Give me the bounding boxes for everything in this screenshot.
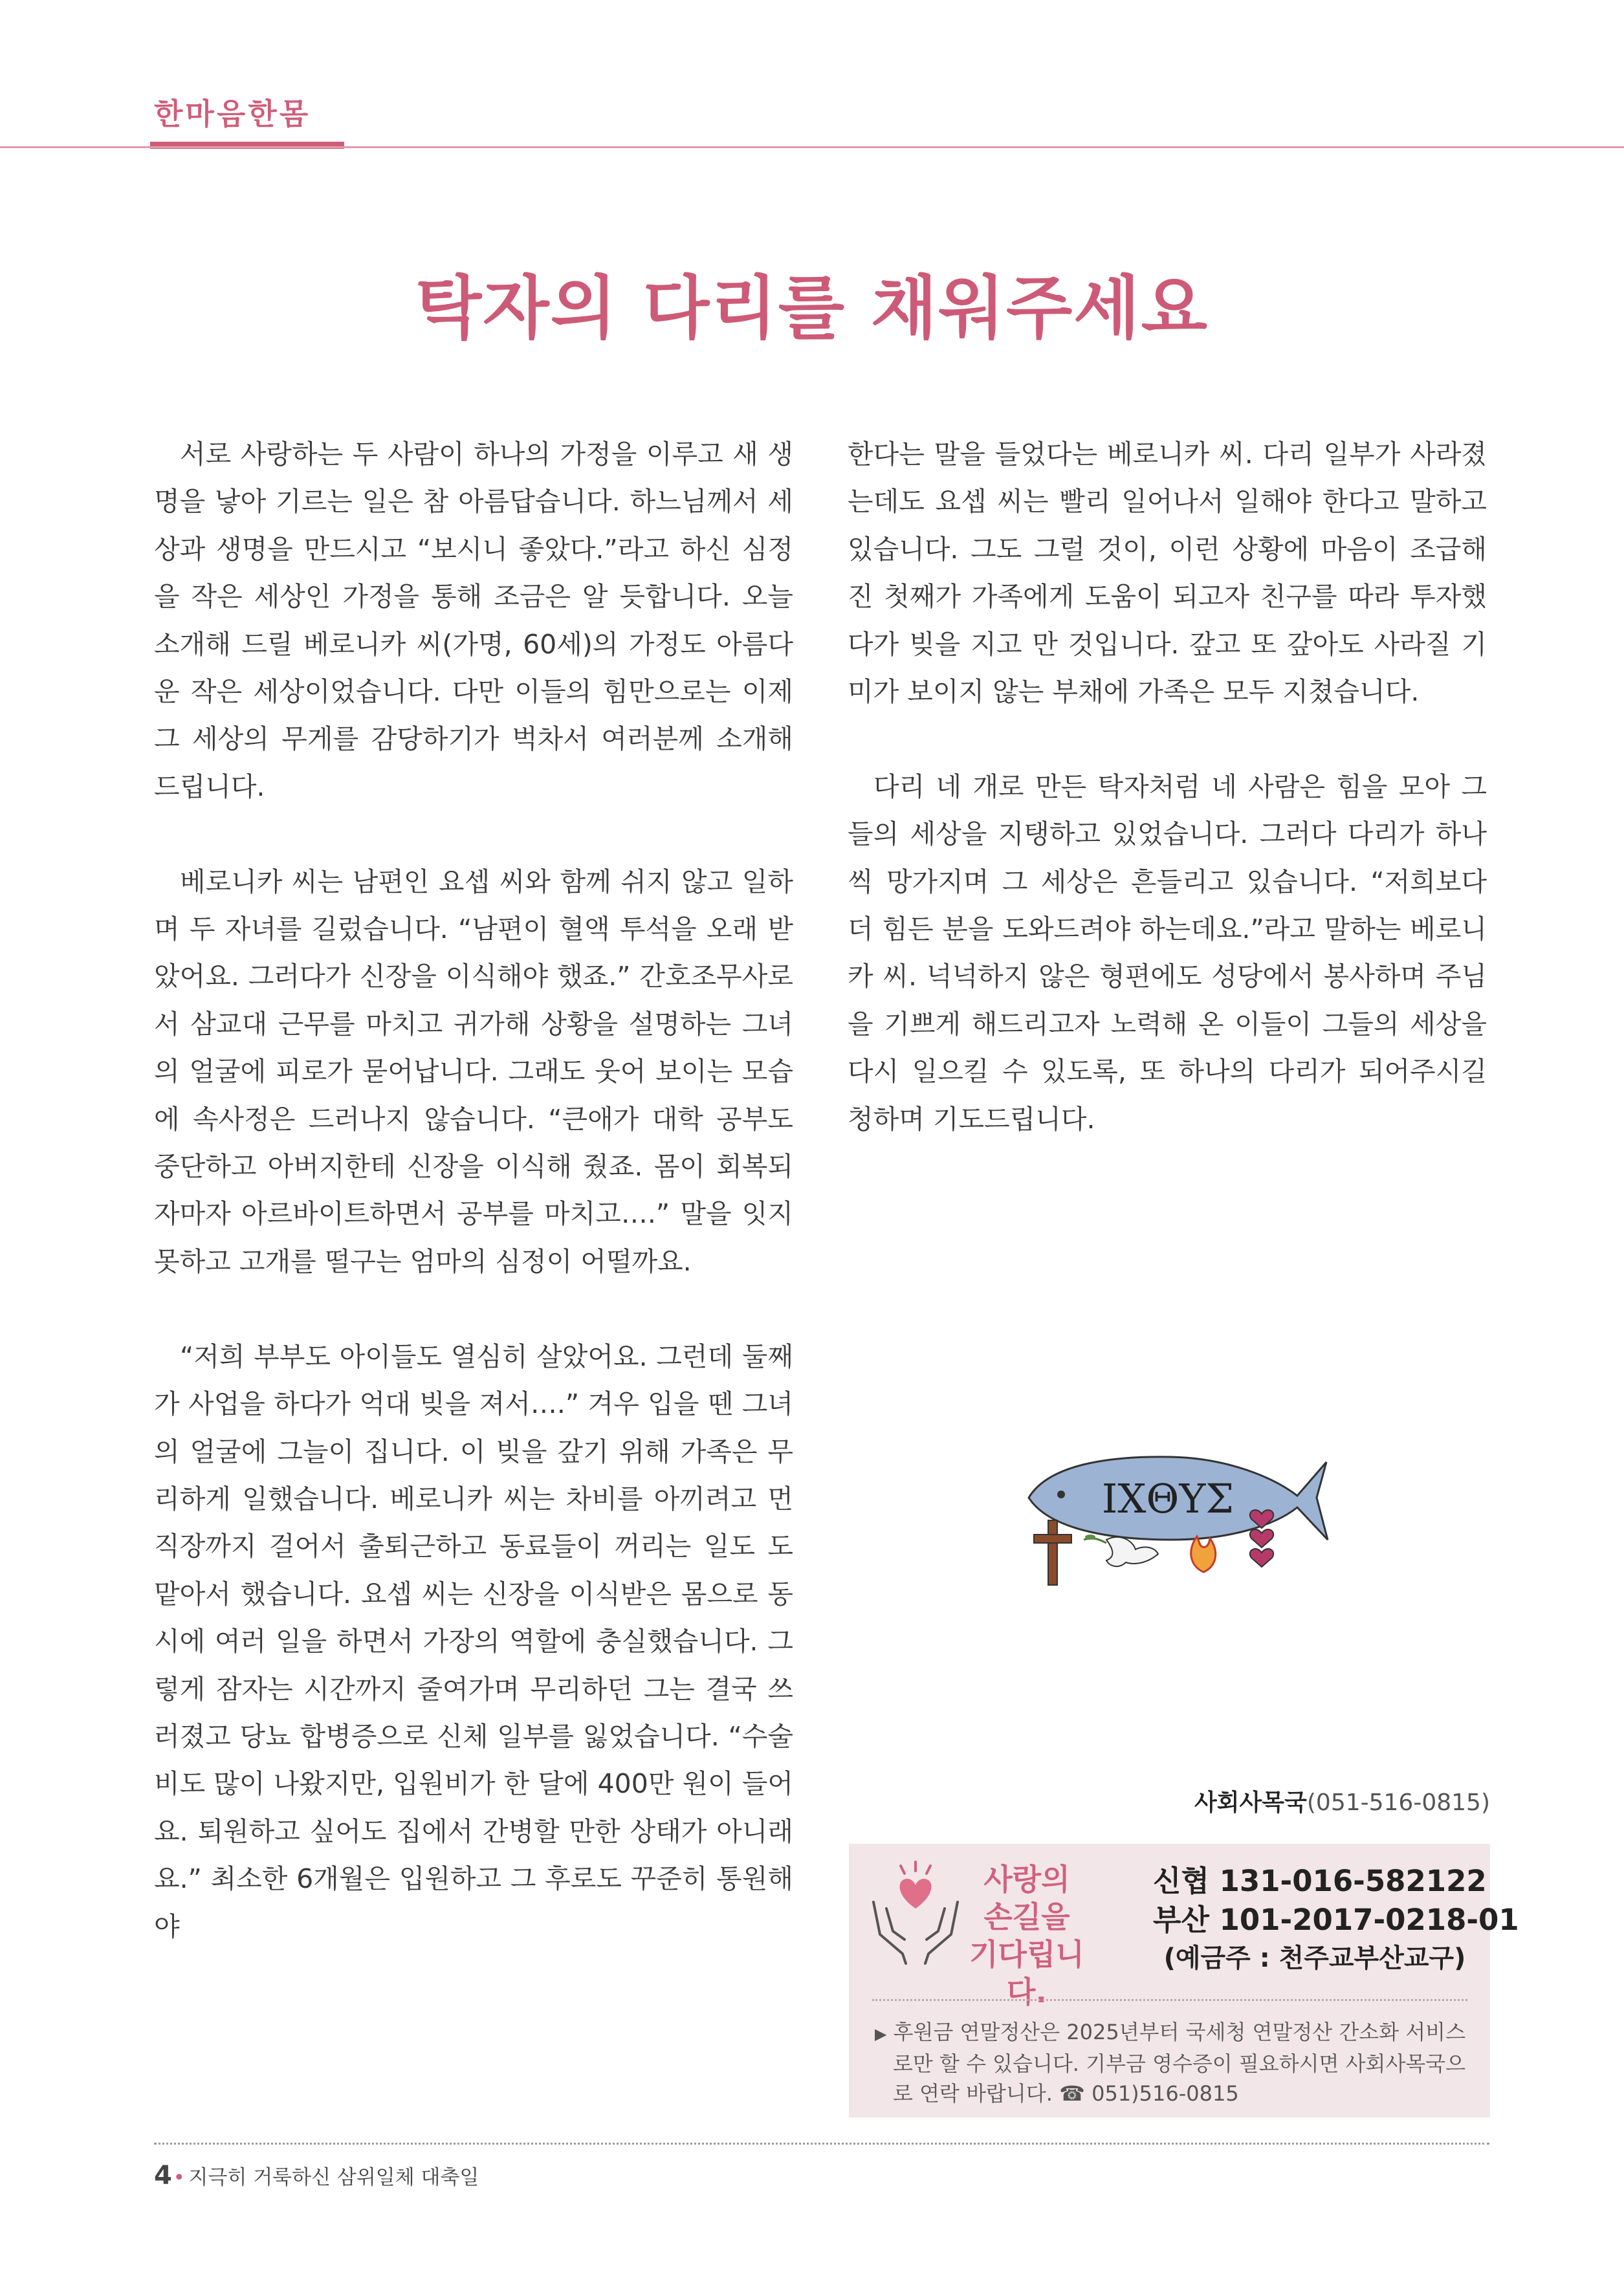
article-right-column (848, 431, 1487, 1143)
contact-org: 사회사목국 (1194, 1789, 1307, 1816)
donation-slogan-line: 기다립니다. (969, 1937, 1084, 2009)
article-paragraph: 서로 사랑하는 두 사람이 하나의 가정을 이루고 새 생명을 낳아 기르는 일은 참 아름답습니다. 하느님께서 세상과 생명을 만드시고 “보시니 좋았다.”라고 하신 심정을 작은 세상인 가정을 통해 조금은 알 듯합니다. 오늘 소개해 드릴 베로니카 씨(가명, 60세)의 가정도 아름다운 작은 세상이었습니다. 다만 이들의 힘만으로는 이제 그 세상의 무게를 감당하기가 벅차서 여러분께 소개해 드립니다. (154, 439, 793, 802)
footer-divider (154, 2143, 1489, 2145)
donation-slogan-line: 손길을 (983, 1899, 1070, 1934)
donation-slogan (962, 1861, 1092, 2011)
article-paragraph: “저희 부부도 아이들도 열심히 살았어요. 그런데 둘째가 사업을 하다가 억대 빚을 져서….” 겨우 입을 뗀 그녀의 얼굴에 그늘이 집니다. 이 빚을 갚기 위해 가족은 무리하게 일했습니다. 베로니카 씨는 차비를 아끼려고 먼 직장까지 걸어서 출퇴근하고 동료들이 꺼리는 일도 도맡아서 했습니다. 요셉 씨는 신장을 이식받은 몸으로 동시에 여러 일을 하면서 가장의 역할에 충실했습니다. 그렇게 잠자는 시간까지 줄여가며 무리하던 그는 결국 쓰러졌고 당뇨 합병증으로 신체 일부를 잃었습니다. “수술비도 많이 나왔지만, 입원비가 한 달에 400만 원이 들어요. 퇴원하고 싶어도 집에서 간병할 만한 상태가 아니래요.” 최소한 6개월은 입원하고 그 후로도 꾸준히 통원해야 (154, 1340, 793, 1942)
page-footer (154, 2161, 479, 2191)
header-divider (0, 146, 1624, 148)
article-paragraph: 베로니카 씨는 남편인 요셉 씨와 함께 쉬지 않고 일하며 두 자녀를 길렀습니다. “남편이 혈액 투석을 오래 받았어요. 그러다가 신장을 이식해야 했죠.” 간호조무사로서 삼교대 근무를 마치고 귀가해 상황을 설명하는 그녀의 얼굴에 피로가 묻어납니다. 그래도 웃어 보이는 모습에 속사정은 드러나지 않습니다. “큰애가 대학 공부도 중단하고 아버지한테 신장을 이식해 줬죠. 몸이 회복되자마자 아르바이트하면서 공부를 마치고….” 말을 잇지 못하고 고개를 떨구는 엄마의 심정이 어떨까요. (154, 866, 793, 1277)
account-holder: (예금주 : 천주교부산교구) (1163, 1943, 1466, 1973)
fish-text: ΙΧΘΥΣ (1101, 1475, 1234, 1522)
donation-slogan-line: 사랑의 (983, 1862, 1070, 1897)
page-number: 4 (154, 2161, 172, 2191)
donation-note-text: 후원금 연말정산은 2025년부터 국세청 연말정산 간소화 서비스로만 할 수 있습니다. 기부금 영수증이 필요하시면 사회사목국으로 연락 바랍니다. ☎ 051)516-0815 (893, 2020, 1466, 2106)
donation-note (875, 2017, 1475, 2108)
footer-text: 지극히 거룩하신 삼위일체 대축일 (188, 2166, 479, 2189)
bank-account-shinhyup: 신협 131-016-582122 (1153, 1864, 1487, 1898)
article-paragraph: 한다는 말을 들었다는 베로니카 씨. 다리 일부가 사라졌는데도 요셉 씨는 빨리 일어나서 일해야 한다고 말하고 있습니다. 그도 그럴 것이, 이런 상황에 마음이 조급해진 첫째가 가족에게 도움이 되고자 친구를 따라 투자했다가 빚을 지고 만 것입니다. 갚고 또 갚아도 사라질 기미가 보이지 않는 부채에 가족은 모두 지쳤습니다. (848, 439, 1487, 708)
ichthys-fish-illustration (1022, 1443, 1333, 1591)
article-paragraph: 다리 네 개로 만든 탁자처럼 네 사람은 힘을 모아 그들의 세상을 지탱하고 있었습니다. 그러다 다리가 하나씩 망가지며 그 세상은 흔들리고 있습니다. “저희보다 더 힘든 분을 도와드려야 하는데요.”라고 말하는 베로니카 씨. 넉넉하지 않은 형편에도 성당에서 봉사하며 주님을 기쁘게 해드리고자 노력해 온 이들이 그들의 세상을 다시 일으킬 수 있도록, 또 하나의 다리가 되어주시길 청하며 기도드립니다. (848, 771, 1487, 1135)
hands-heart-icon (867, 1857, 964, 1967)
section-label: 한마음한몸 (154, 96, 311, 131)
donation-divider (872, 1999, 1467, 2001)
arrow-icon: ▶ (875, 2025, 887, 2043)
contact-line (1194, 1784, 1490, 1817)
donation-accounts (1153, 1862, 1519, 1977)
contact-phone: (051-516-0815) (1306, 1789, 1490, 1816)
donation-box (849, 1844, 1519, 2117)
bullet-icon: • (173, 2167, 185, 2189)
article-left-column (154, 431, 793, 1951)
bank-account-busan: 부산 101-2017-0218-01 (1153, 1903, 1519, 1937)
article-title: 탁자의 다리를 채워주세요 (415, 268, 1209, 348)
